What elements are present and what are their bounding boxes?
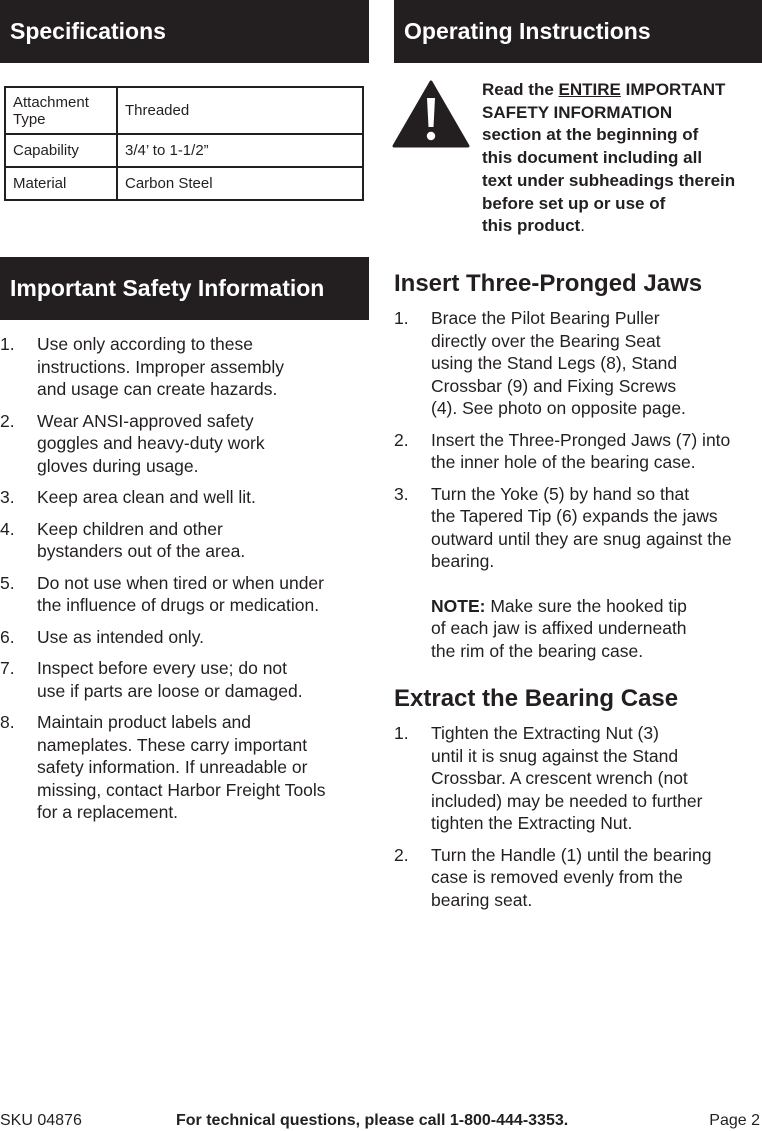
list-item bbox=[0, 410, 362, 478]
item-number: 1. bbox=[394, 308, 409, 328]
safety-header bbox=[0, 257, 369, 320]
list-item bbox=[0, 626, 362, 649]
item-number: 1. bbox=[0, 334, 15, 354]
warning-triangle-icon bbox=[392, 80, 470, 148]
extract-case-list bbox=[394, 722, 760, 920]
list-item bbox=[0, 486, 362, 509]
list-item bbox=[0, 518, 362, 563]
table-row bbox=[5, 87, 363, 134]
safety-warning-text bbox=[482, 79, 762, 238]
item-number: 2. bbox=[394, 844, 409, 865]
item-text: Brace the Pilot Bearing Puller directly over the Bearing Seat using the Stand Legs (8), Stand Crossbar (9) and Fixing Screws (4). See photo on opposite page. bbox=[431, 308, 686, 418]
item-text: Turn the Handle (1) until the bearing case is removed evenly from the bearing seat. bbox=[431, 844, 712, 910]
item-text: Use as intended only. bbox=[37, 626, 205, 647]
insert-jaws-list bbox=[394, 307, 760, 671]
item-text: Maintain product labels and nameplates. These carry important safety information. If unreadable or missing, contact Harbor Freight Tools for a replacement. bbox=[37, 712, 326, 822]
list-item bbox=[0, 333, 362, 401]
specifications-title: Specifications bbox=[10, 18, 166, 44]
spec-value: 3/4’ to 1-1/2” bbox=[117, 134, 363, 167]
item-text: Use only according to these instructions. Improper assembly and usage can create hazards. bbox=[37, 334, 285, 399]
item-text: Inspect before every use; do not use if parts are loose or damaged. bbox=[37, 658, 303, 701]
warning-text-before: Read the bbox=[482, 80, 559, 99]
spec-value: Threaded bbox=[117, 87, 363, 134]
safety-list bbox=[0, 333, 362, 833]
note-label: NOTE: bbox=[431, 595, 486, 616]
item-text: Do not use when tired or when under the influence of drugs or medication. bbox=[37, 572, 324, 615]
list-item bbox=[394, 307, 760, 420]
warning-end: . bbox=[580, 216, 585, 236]
item-text: Wear ANSI-approved safety goggles and heavy-duty work gloves during usage. bbox=[37, 410, 265, 476]
item-number: 7. bbox=[0, 658, 15, 678]
warning-text-after: IMPORTANT SAFETY INFORMATION section at the beginning of this document including all text under subheadings therein before set up or use of this product bbox=[482, 80, 736, 236]
item-number: 6. bbox=[0, 626, 15, 647]
insert-jaws-heading: Insert Three-Pronged Jaws bbox=[394, 270, 703, 297]
specifications-header bbox=[0, 0, 369, 63]
table-row bbox=[5, 134, 363, 167]
page-number: Page 2 bbox=[709, 1112, 760, 1129]
item-number: 3. bbox=[0, 487, 15, 507]
list-item bbox=[0, 711, 362, 824]
list-item bbox=[394, 429, 760, 474]
list-item bbox=[394, 722, 760, 835]
sku-label: SKU 04876 bbox=[0, 1112, 82, 1129]
list-item bbox=[0, 657, 362, 702]
list-item bbox=[394, 483, 760, 663]
safety-title: Important Safety Information bbox=[10, 275, 325, 301]
item-text: Turn the Yoke (5) by hand so that the Tapered Tip (6) expands the jaws outward until they are snug against the bearing. bbox=[431, 483, 732, 571]
list-item bbox=[0, 572, 362, 617]
table-row bbox=[5, 167, 363, 200]
item-text: Insert the Three-Pronged Jaws (7) into the inner hole of the bearing case. bbox=[431, 429, 731, 472]
spec-label: Capability bbox=[5, 134, 117, 167]
note-text: Make sure the hooked tip of each jaw is affixed underneath the rim of the bearing case. bbox=[431, 595, 687, 661]
operating-title: Operating Instructions bbox=[404, 18, 651, 44]
item-text: Keep area clean and well lit. bbox=[37, 487, 256, 507]
operating-header bbox=[394, 0, 762, 63]
item-number: 2. bbox=[394, 429, 409, 450]
item-text: Keep children and other bystanders out of the area. bbox=[37, 518, 246, 561]
extract-case-heading: Extract the Bearing Case bbox=[394, 685, 679, 712]
item-number: 2. bbox=[0, 410, 15, 431]
specifications-table bbox=[4, 86, 364, 201]
spec-value: Carbon Steel bbox=[117, 167, 363, 200]
item-number: 1. bbox=[394, 723, 409, 743]
item-number: 3. bbox=[394, 483, 409, 504]
tech-support-line: For technical questions, please call 1-800-444-3353. bbox=[176, 1112, 569, 1129]
item-number: 5. bbox=[0, 572, 15, 593]
list-item bbox=[394, 844, 760, 912]
spec-label: Attachment Type bbox=[5, 87, 117, 134]
item-number: 8. bbox=[0, 712, 15, 732]
item-text: Tighten the Extracting Nut (3) until it is snug against the Stand Crossbar. A crescent wrench (not included) may be needed to further tighten the Extracting Nut. bbox=[431, 723, 703, 833]
item-number: 4. bbox=[0, 518, 15, 539]
spec-label: Material bbox=[5, 167, 117, 200]
warning-emphasis: ENTIRE bbox=[558, 80, 621, 99]
note bbox=[431, 595, 760, 663]
